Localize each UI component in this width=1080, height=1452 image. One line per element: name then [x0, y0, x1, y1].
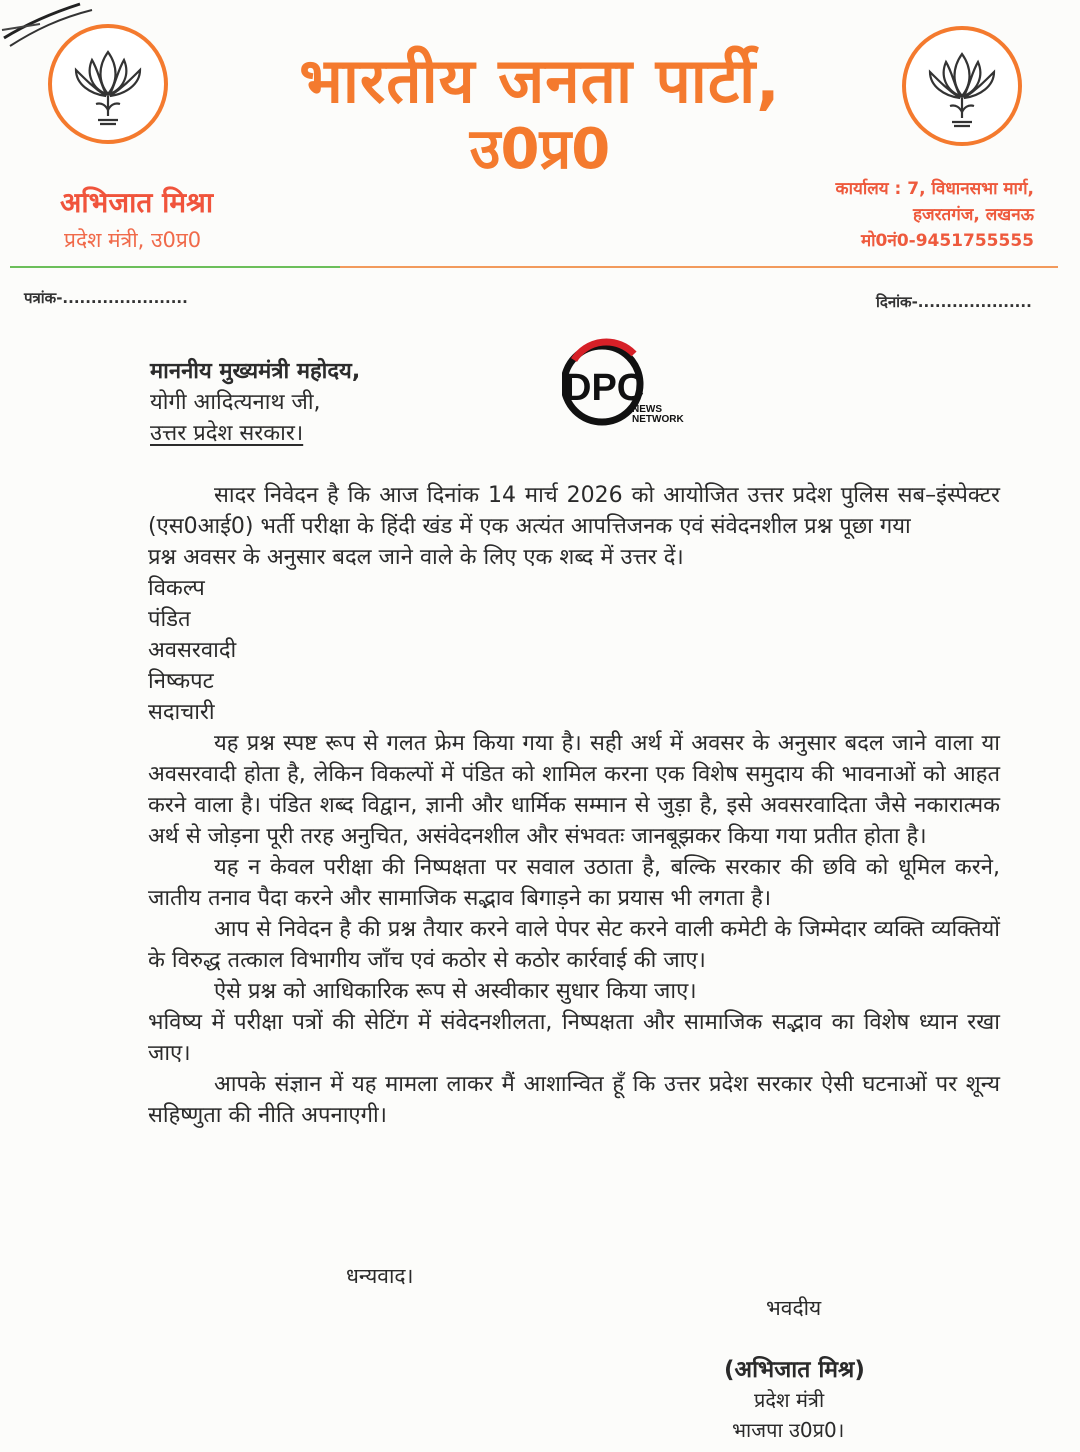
dpc-sub-1: NEWS: [632, 404, 662, 415]
letter-body: [148, 480, 1000, 1131]
office-line-2: हजरतगंज, लखनऊ: [912, 205, 1034, 225]
paragraph-3: यह न केवल परीक्षा की निष्पक्षता पर सवाल उठाता है, बल्कि सरकार की छवि को धूमिल करने, जातीय तनाव पैदा करने और सामाजिक सद्भाव बिगाड़ने का प्रयास भी लगता है।: [148, 855, 1000, 911]
signature-org: भाजपा उ0प्र0।: [732, 1418, 845, 1442]
party-name: भारतीय जनता पार्टी,: [299, 44, 781, 117]
paragraph-6: भविष्य में परीक्षा पत्रों की सेटिंग में संवेदनशीलता, निष्पक्षता और सामाजिक सद्भाव का विशेष ध्यान रखा जाए।: [148, 1010, 1000, 1066]
lotus-icon: [68, 42, 148, 132]
closing-yours: भवदीय: [766, 1296, 822, 1320]
signature-name: (अभिजात मिश्र): [724, 1357, 865, 1383]
office-line-1: कार्यालय : 7, विधानसभा मार्ग,: [835, 179, 1034, 199]
lotus-logo-right: [902, 26, 1022, 146]
option-item: सदाचारी: [148, 700, 215, 725]
header-divider-orange: [340, 266, 1058, 268]
options-label: विकल्प: [148, 576, 205, 601]
dpc-news-logo: [562, 338, 686, 434]
paragraph-4: आप से निवेदन है की प्रश्न तैयार करने वाले पेपर सेट करने वाली कमेटी के जिम्मेदार व्यक्ति व्यक्तियों के विरुद्ध तत्काल विभागीय जाँच एवं कठोर से कठोर कार्रवाई की जाए।: [148, 917, 1000, 973]
sender-title: प्रदेश मंत्री, उ0प्र0: [64, 228, 202, 252]
addressee-line-1: माननीय मुख्यमंत्री महोदय,: [150, 359, 361, 384]
dpc-brand: DPC: [564, 367, 645, 409]
lotus-icon: [922, 44, 1002, 134]
office-phone: मो0नं0-9451755555: [860, 231, 1034, 251]
reference-number: पत्रांक-......................: [24, 289, 188, 307]
paragraph-2: यह प्रश्न स्पष्ट रूप से गलत फ्रेम किया गया है। सही अर्थ में अवसर के अनुसार बदल जाने वाला या अवसरवादी होता है, लेकिन विकल्पों में पंडित को शामिल करना एक विशेष समुदाय की भावनाओं को आहत करने वाला है। पंडित शब्द विद्वान, ज्ञानी और धार्मिक सम्मान से जुड़ा है, इसे अवसरवादिता जैसे नकारात्मक अर्थ से जोड़ना पूरी तरह अनुचित, असंवेदनशील और संभवतः जानबूझकर किया गया प्रतीत होता है।: [148, 731, 1000, 849]
option-item: निष्कपट: [148, 669, 214, 694]
office-address: [836, 176, 1034, 254]
lotus-logo-left: [48, 24, 168, 144]
sender-name: अभिजात मिश्रा: [60, 186, 214, 219]
date-field: दिनांक-....................: [876, 293, 1032, 311]
addressee-line-3: उत्तर प्रदेश सरकार।: [150, 421, 304, 446]
signature-title: प्रदेश मंत्री: [754, 1388, 825, 1412]
addressee-line-2: योगी आदित्यनाथ जी,: [150, 390, 321, 415]
paragraph-7: आपके संज्ञान में यह मामला लाकर मैं आशान्वित हूँ कि उत्तर प्रदेश सरकार ऐसी घटनाओं पर शून्य सहिष्णुता की नीति अपनाएगी।: [148, 1072, 1000, 1128]
header-divider-green: [10, 266, 340, 268]
paragraph-1: सादर निवेदन है कि आज दिनांक 14 मार्च 2026 को आयोजित उत्तर प्रदेश पुलिस सब–इंस्पेक्टर (एस0आई0) भर्ती परीक्षा के हिंदी खंड में एक अत्यंत आपत्तिजनक एवं संवेदनशील प्रश्न पूछा गया: [148, 483, 1000, 539]
option-item: अवसरवादी: [148, 638, 237, 663]
option-item: पंडित: [148, 607, 191, 632]
question-text: प्रश्न अवसर के अनुसार बदल जाने वाले के लिए एक शब्द में उत्तर दें।: [148, 545, 684, 570]
closing-thanks: धन्यवाद।: [346, 1264, 414, 1288]
party-state: उ0प्र0: [469, 117, 611, 182]
paragraph-5: ऐसे प्रश्न को आधिकारिक रूप से अस्वीकार सुधार किया जाए।: [214, 979, 697, 1004]
dpc-sub-2: NETWORK: [632, 414, 684, 425]
